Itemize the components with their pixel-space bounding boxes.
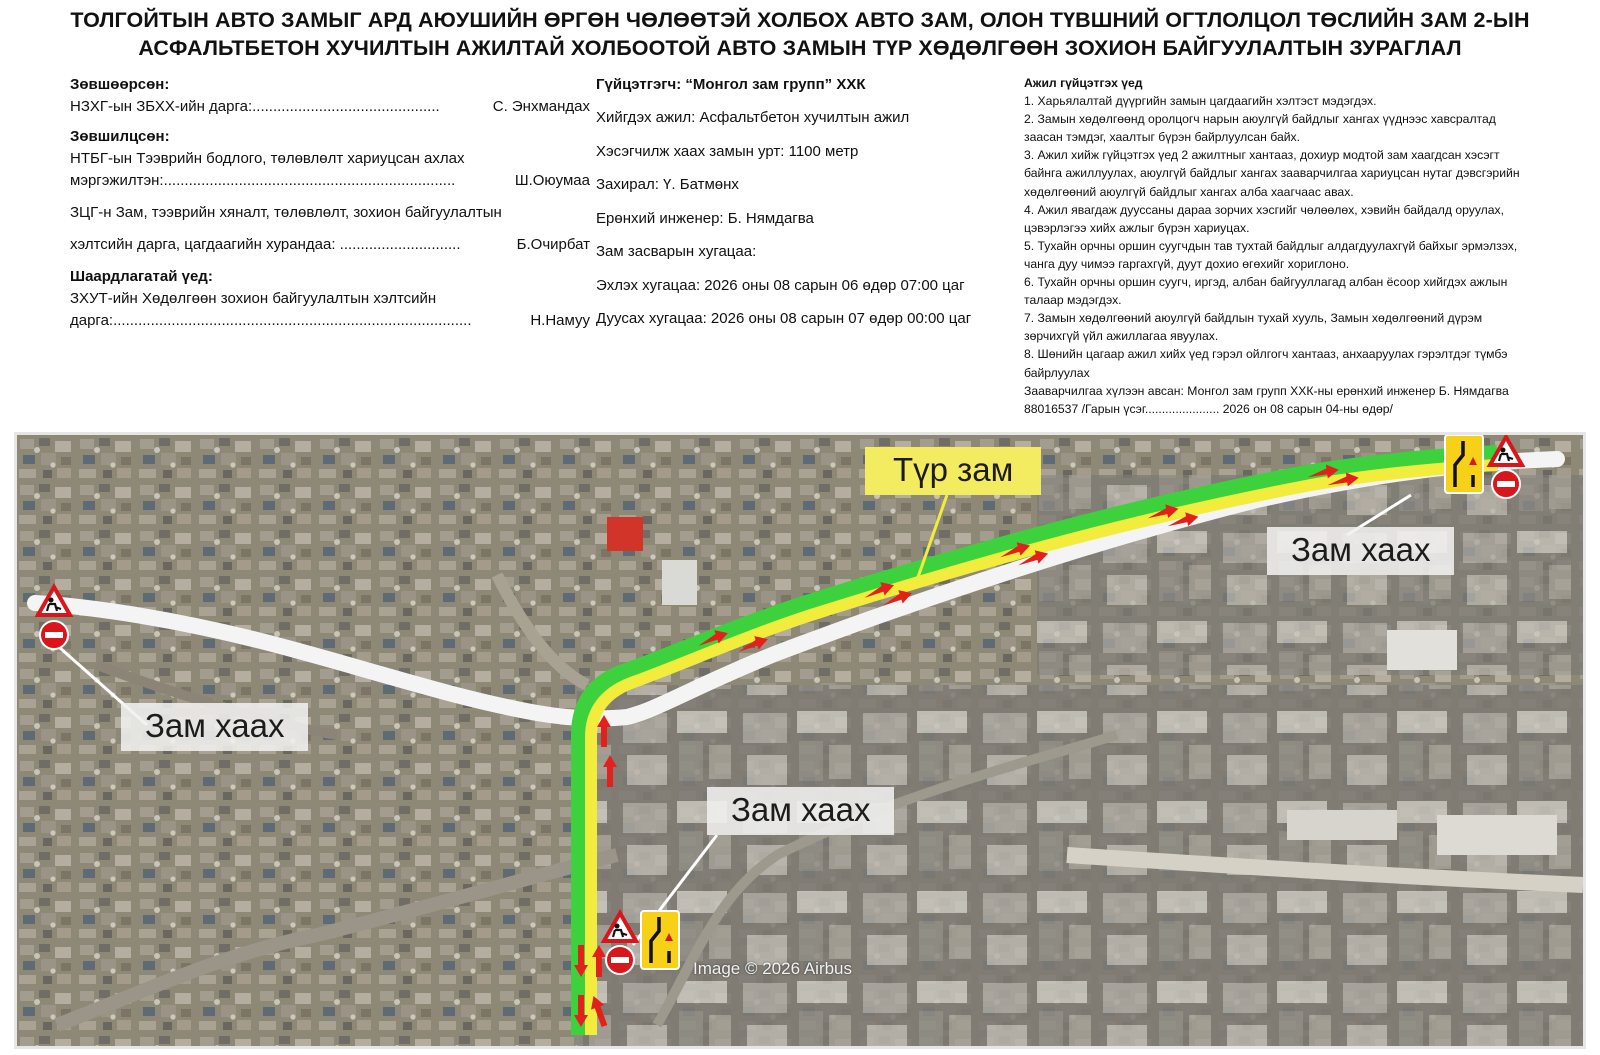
agreed-2-row — [70, 234, 590, 256]
instruction-line: байрлуулах — [1024, 365, 1090, 380]
contractor: Гүйцэтгэгч: “Монгол зам групп” ХХК — [596, 76, 866, 93]
instruction-line: 8. Шөнийн цагаар ажил хийх үед гэрэл ойлгогч хантааз, анхааруулах гэрэлтдэг түмбэ — [1024, 347, 1508, 362]
approved-header: Зөвшөөрсөн: — [70, 76, 170, 93]
close-road-label-right: Зам хаах — [1267, 527, 1454, 575]
instruction-line: хөдөлгөөний аюулгүй байдлыг хангах алба хаагчаас авах. — [1024, 184, 1354, 199]
director: Захирал: Ү. Батмөнх — [596, 176, 739, 193]
end-time: Дуусах хугацаа: 2026 оны 08 сарын 07 өдөр 00:00 цаг — [596, 310, 972, 327]
instruction-line: талаар мэдэгдэх. — [1024, 293, 1122, 308]
no-entry-sign-icon — [1492, 470, 1520, 498]
instruction-line: байнга ажиллуулах, аюулгүй байдлыг хангах зааварчилгаа хариуцсан нутаг дэвсгэрийн — [1024, 166, 1520, 181]
approved-name: С. Энхмандах — [492, 98, 590, 115]
instructions-header: Ажил гүйцэтгэх үед — [1024, 76, 1143, 90]
agreed-1-label: мэргэжилтэн:...................................................................... — [70, 172, 456, 189]
lane-diversion-sign-icon — [1445, 435, 1483, 493]
close-road-label-left: Зам хаах — [121, 703, 308, 751]
title-line-1: ТОЛГОЙТЫН АВТО ЗАМЫГ АРД АЮУШИЙН ӨРГӨН ЧӨЛӨӨТЭЙ ХОЛБОХ АВТО ЗАМ, ОЛОН ТҮВШНИЙ ОГТЛОЛЦОЛ ТӨСЛИЙН ЗАМ 2-ЫН — [70, 8, 1530, 32]
required-line-1: ЗХУТ-ийн Хөдөлгөөн зохион байгуулалтын хэлтсийн — [70, 290, 437, 307]
agreed-1-row — [70, 170, 590, 192]
start-time: Эхлэх хугацаа: 2026 оны 08 сарын 06 өдөр 07:00 цаг — [596, 276, 965, 294]
instruction-line: 5. Тухайн орчны оршин суугчдын тав тухтай байдлыг алдагдуулахгүй байхыг эрмэлзэх, — [1024, 238, 1518, 253]
instruction-line: Зааварчилгаа хүлээн авсан: Монгол зам групп ХХК-ны ерөнхий инженер Б. Нямдагва — [1024, 383, 1509, 398]
agreed-2-name: Б.Очирбат — [516, 236, 590, 253]
instruction-line: 7. Замын хөдөлгөөний аюулгүй байдлын тухай хууль, Замын хөдөлгөөний дүрэм — [1024, 311, 1483, 326]
instruction-line: 2. Замын хөдөлгөөнд оролцогч нарын аюулгүй байдлыг хангах үүднээс хавсралтад — [1024, 112, 1496, 127]
approvals-column — [70, 74, 590, 332]
agreed-2-label: хэлтсийн дарга, цагдаагийн хурандаа: ............................. — [70, 236, 461, 253]
page-title — [0, 6, 1600, 62]
no-entry-sign-icon — [40, 621, 68, 649]
required-label: дарга:...................................................................................... — [70, 312, 472, 329]
closure-length: Хэсэгчилж хаах замын урт: 1100 метр — [596, 142, 859, 160]
instruction-line: 88016537 /Гарын үсэг...................... 2026 он 08 сарын 04-ны өдөр/ — [1024, 401, 1393, 416]
period-label: Зам засварын хугацаа: — [596, 243, 757, 260]
approved-label: НЗХГ-ын ЗБХХ-ийн дарга:............................................. — [70, 98, 440, 115]
instruction-line: заасан тэмдэг, хаалтыг бүрэн байрлуулсан байх. — [1024, 130, 1301, 145]
contractor-column — [596, 74, 1016, 342]
imagery-credit: Image © 2026 Airbus — [693, 959, 853, 978]
instruction-line: 4. Ажил явагдаж дууссаны дараа зорчих хэсгийг чөлөөлөх, хэвийн байдалд оруулах, — [1024, 202, 1505, 217]
no-entry-sign-icon — [606, 946, 634, 974]
required-name: Н.Намуу — [530, 312, 590, 329]
instruction-line: цэвэрлэгээ хийх ажлыг бүрэн хариуцах. — [1024, 220, 1250, 235]
chief-engineer: Ерөнхий инженер: Б. Нямдагва — [596, 209, 814, 227]
title-line-2: АСФАЛЬТБЕТОН ХУЧИЛТЫН АЖИЛТАЙ ХОЛБООТОЙ АВТО ЗАМЫН ТҮР ХӨДӨЛГӨӨН ЗОХИОН БАЙГУУЛАЛТЫН ЗУРАГЛАЛ — [138, 36, 1462, 60]
instruction-line: 1. Харьялалтай дүүргийн замын цагдаагийн хэлтэст мэдэгдэх. — [1024, 94, 1377, 109]
lane-diversion-sign-icon — [641, 911, 679, 969]
approved-row — [70, 96, 590, 118]
agreed-1-line-1: НТБГ-ын Тээврийн бодлого, төлөвлөлт хариуцсан ахлах — [70, 150, 465, 167]
temp-road-label: Түр зам — [865, 447, 1041, 495]
required-row — [70, 310, 590, 332]
agreed-header: Зөвшилцсөн: — [70, 128, 170, 145]
instruction-line: 3. Ажил хийж гүйцэтгэх үед 2 ажилтныг хантааз, дохиур модтой зам хаагдсан хэсэгт — [1024, 148, 1500, 163]
work-type: Хийгдэх ажил: Асфальтбетон хучилтын ажил — [596, 109, 910, 126]
instruction-line: чанга дуу чимээ гаргахгүй, дуут дохио өгөхийг хориглоно. — [1024, 256, 1350, 271]
agreed-2-line-1: ЗЦГ-н Зам, тээврийн хяналт, төлөвлөлт, зохион байгуулалтын — [70, 204, 502, 221]
instruction-line: 6. Тухайн орчны оршин суугч, иргэд, албан байгууллагад албан ёсоор хийгдэх ажлын — [1024, 275, 1508, 290]
satellite-map — [14, 432, 1586, 1049]
instructions-column — [1024, 74, 1590, 418]
required-header: Шаардлагатай үед: — [70, 268, 213, 285]
instruction-line: зөрчихгүй үйл ажиллагаа явуулах. — [1024, 329, 1219, 344]
agreed-1-name: Ш.Оюумаа — [514, 172, 590, 189]
close-road-label-bottom: Зам хаах — [707, 787, 894, 835]
